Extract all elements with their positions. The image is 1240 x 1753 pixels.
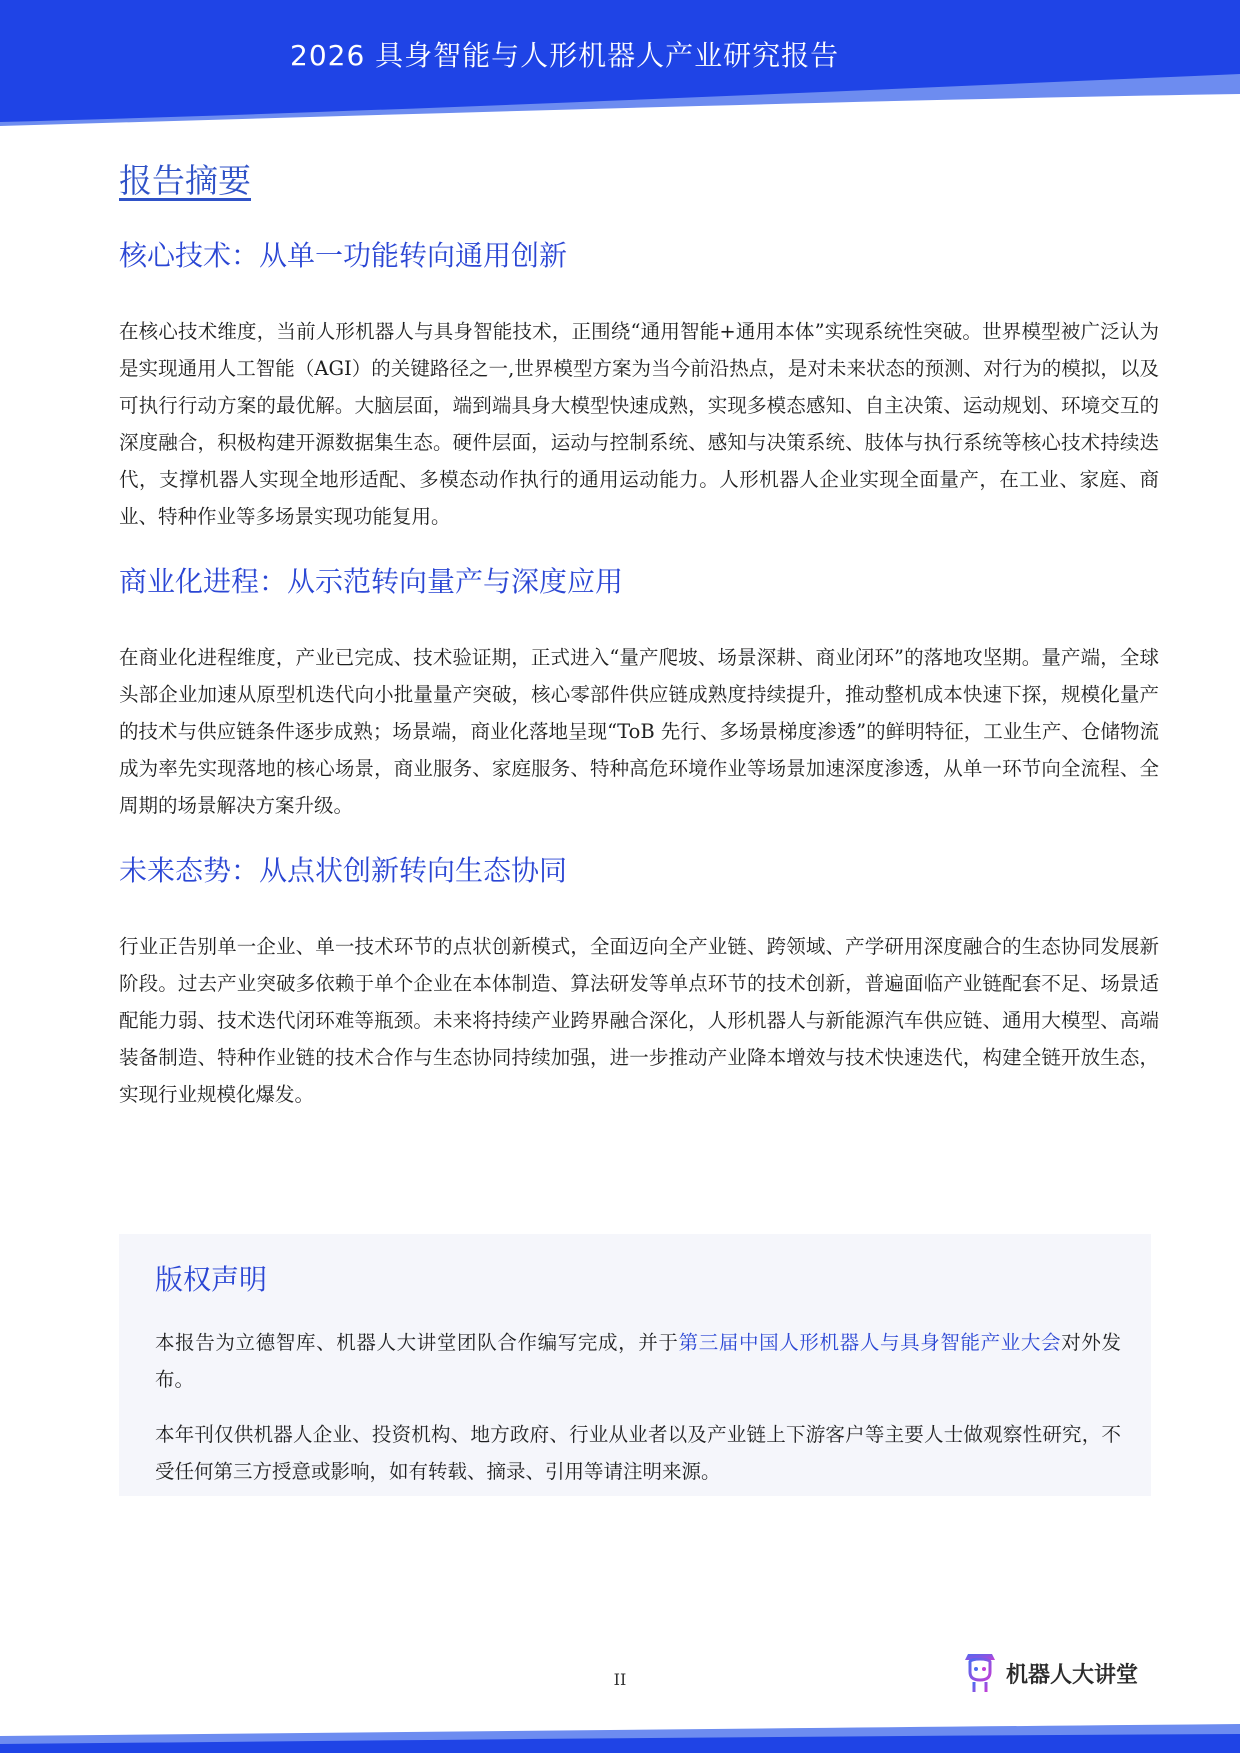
section-core-tech-body: 在核心技术维度，当前人形机器人与具身智能技术，正围绕“通用智能+通用本体”实现系统性突破。世界模型被广泛认为是实现通用人工智能（AGI）的关键路径之一,世界模型方案为当今前沿热点，是对未来状态的预测、对行为的模拟，以及可执行行动方案的最优解。大脑层面，端到端具身大模型快速成熟，实现多模态感知、自主决策、运动规划、环境交互的深度融合，积极构建开源数据集生态。硬件层面，运动与控制系统、感知与决策系统、肢体与执行系统等核心技术持续迭代，支撑机器人实现全地形适配、多模态动作执行的通用运动能力。人形机器人企业实现全面量产，在工业、家庭、商业、特种作业等多场景实现功能复用。: [119, 320, 1159, 528]
conference-link[interactable]: 第三届中国人形机器人与具身智能产业大会: [678, 1331, 1062, 1354]
section-commercial-body: 在商业化进程维度，产业已完成、技术验证期，正式进入“量产爬坡、场景深耕、商业闭环”的落地攻坚期。量产端，全球头部企业加速从原型机迭代向小批量量产突破，核心零部件供应链成熟度持续提升，推动整机成本快速下探，规模化量产的技术与供应链条件逐步成熟；场景端，商业化落地呈现“ToB 先行、多场景梯度渗透”的鲜明特征，工业生产、仓储物流成为率先实现落地的核心场景，商业服务、家庭服务、特种高危环境作业等场景加速深度渗透，从单一环节向全流程、全周期的场景解决方案升级。: [119, 646, 1159, 817]
footer-band: [0, 1722, 1240, 1753]
main-content: [119, 155, 1159, 1135]
copyright-p1-text: 本报告为立德智库、机器人大讲堂团队合作编写完成，并于: [155, 1331, 679, 1354]
copyright-title: 版权声明: [155, 1263, 268, 1296]
brand-logo: [962, 1650, 1138, 1696]
copyright-paragraph-1: [155, 1324, 1121, 1398]
section-core-tech-title: 核心技术：从单一功能转向通用创新: [119, 239, 568, 272]
logo-text: 机器人大讲堂: [1006, 1662, 1139, 1688]
robot-mascot-icon: [962, 1650, 998, 1696]
section-future-title: 未来态势：从点状创新转向生态协同: [119, 854, 568, 887]
section-commercial-title: 商业化进程：从示范转向量产与深度应用: [119, 565, 624, 598]
summary-heading[interactable]: 报告摘要: [119, 161, 251, 200]
copyright-box: [119, 1234, 1151, 1496]
report-title: 2026 具身智能与人形机器人产业研究报告: [290, 39, 840, 72]
section-future-body: 行业正告别单一企业、单一技术环节的点状创新模式，全面迈向全产业链、跨领域、产学研用深度融合的生态协同发展新阶段。过去产业突破多依赖于单个企业在本体制造、算法研发等单点环节的技术创新，普遍面临产业链配套不足、场景适配能力弱、技术迭代闭环难等瓶颈。未来将持续产业跨界融合深化，人形机器人与新能源汽车供应链、通用大模型、高端装备制造、特种作业链的技术合作与生态协同持续加强，进一步推动产业降本增效与技术快速迭代，构建全链开放生态，实现行业规模化爆发。: [119, 935, 1159, 1106]
copyright-p1-tail: 对外发布。: [155, 1331, 1121, 1391]
copyright-paragraph-2: 本年刊仅供机器人企业、投资机构、地方政府、行业从业者以及产业链上下游客户等主要人士做观察性研究，不受任何第三方授意或影响，如有转载、摘录、引用等请注明来源。: [155, 1423, 1121, 1483]
page-number: II: [613, 1670, 627, 1689]
